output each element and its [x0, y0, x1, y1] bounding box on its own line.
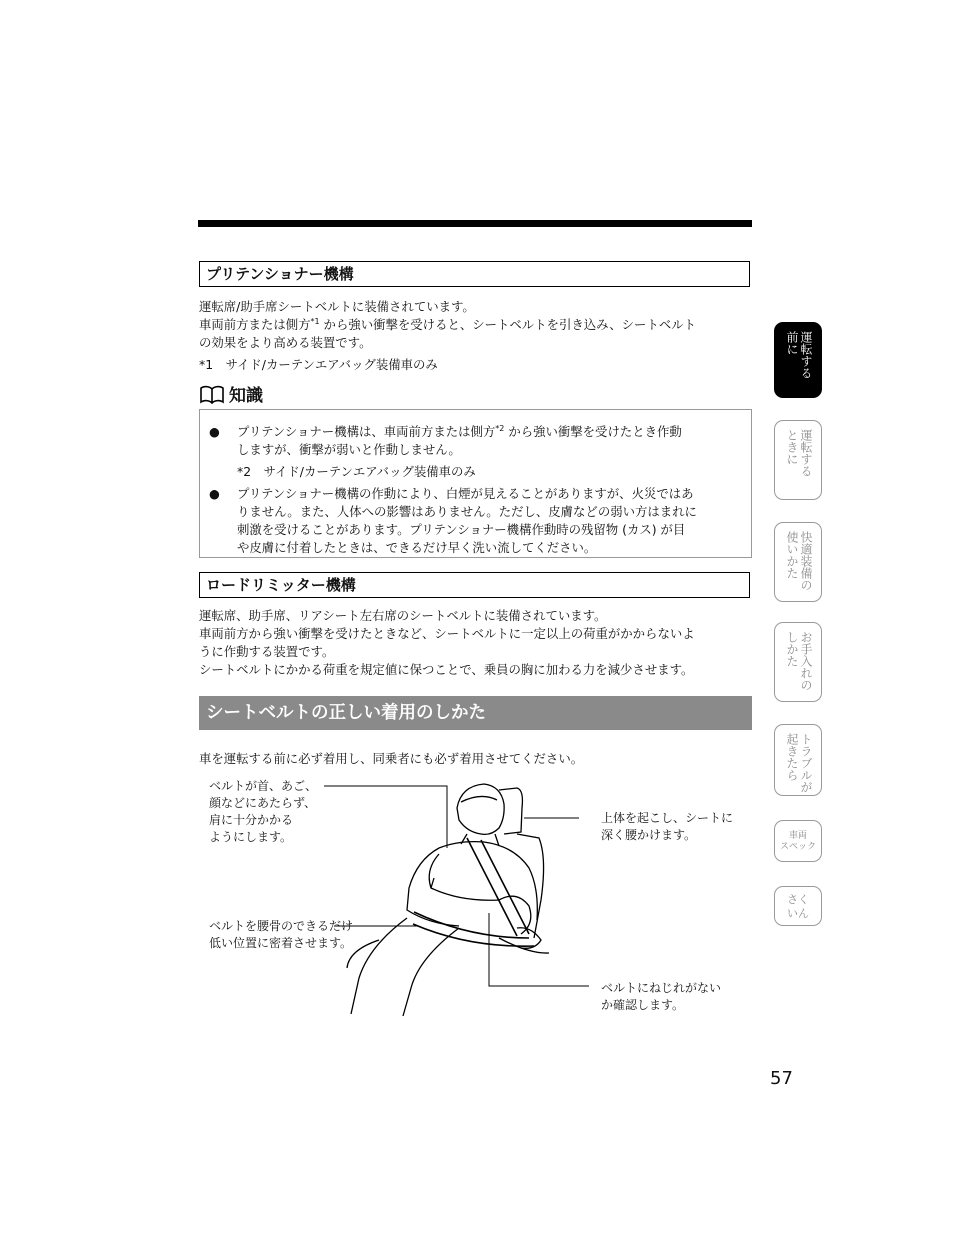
text-segment: プリテンショナー機構は、車両前方または側方	[237, 424, 496, 439]
text-segment: 車両前方または側方	[199, 317, 311, 332]
callout-shoulder-belt	[209, 778, 317, 846]
section-heading-pretensioner: プリテンショナー機構	[199, 261, 750, 287]
text-segment: から強い衝撃を受けたとき作動	[504, 424, 682, 439]
knowledge-item-text	[237, 423, 682, 481]
tab-label: 車両	[788, 831, 807, 841]
tab-label: ときに	[785, 429, 799, 465]
footnote-ref: *2	[495, 424, 505, 433]
footnote: *2 サイド/カーテンエアバッグ装備車のみ	[237, 464, 476, 479]
tab-label: 運転する	[799, 429, 813, 477]
callout-line: ようにします。	[209, 830, 293, 844]
tab-maintenance[interactable]	[774, 622, 822, 702]
tab-label: 運転する	[799, 331, 813, 379]
paragraph-line: りません。また、人体への影響はありません。ただし、皮膚などの弱い方はまれに	[237, 504, 697, 519]
paragraph-line	[199, 316, 751, 334]
tab-comfort-equipment[interactable]	[774, 522, 822, 602]
callout-line: ベルトが首、あご、	[209, 779, 318, 793]
callout-line: か確認します。	[601, 998, 685, 1012]
tab-label: お手入れの	[799, 631, 813, 691]
paragraph-line	[237, 423, 682, 441]
pretensioner-description	[199, 298, 751, 374]
tab-troubleshooting[interactable]	[774, 724, 822, 796]
paragraph-line: プリテンショナー機構の作動により、白煙が見えることがありますが、火災ではあ	[237, 486, 694, 501]
knowledge-title-text: 知識	[229, 386, 263, 406]
callout-line: 肩に十分かかる	[209, 813, 294, 827]
tab-label: いん	[787, 907, 809, 920]
seatbelt-intro	[199, 750, 751, 768]
paragraph-line: 車両前方から強い衝撃を受けたときなど、シートベルトに一定以上の荷重がかからないよ	[199, 626, 695, 641]
text-segment: から強い衝撃を受けると、シートベルトを引き込み、シートベルト	[319, 317, 697, 332]
tab-label: 快適装備の	[799, 531, 813, 591]
top-rule	[198, 220, 752, 227]
callout-lap-belt	[209, 918, 353, 952]
callout-line: 低い位置に密着させます。	[209, 936, 353, 950]
paragraph-line: 刺激を受けることがあります。プリテンショナー機構作動時の残留物 (カス) が目	[237, 522, 686, 537]
paragraph-line: の効果をより高める装置です。	[199, 335, 372, 350]
tab-vehicle-spec[interactable]	[774, 820, 822, 862]
tab-label: トラブルが	[799, 733, 813, 793]
paragraph-line: しますが、衝撃が弱いと作動しません。	[237, 442, 461, 457]
paragraph-line: 運転席、助手席、リアシート左右席のシートベルトに装備されています。	[199, 608, 607, 623]
knowledge-title	[199, 384, 263, 408]
callout-posture	[601, 810, 733, 844]
callout-line: 深く腰かけます。	[601, 828, 697, 842]
paragraph-line: 車を運転する前に必ず着用し、同乗者にも必ず着用させてください。	[199, 751, 584, 766]
tab-label: さく	[787, 893, 809, 906]
tab-while-driving[interactable]	[774, 420, 822, 500]
paragraph-line: や皮膚に付着したときは、できるだけ早く洗い流してください。	[237, 540, 597, 555]
callout-no-twist	[601, 980, 721, 1014]
paragraph-line: 運転席/助手席シートベルトに装備されています。	[199, 299, 475, 314]
page-number: 57	[770, 1068, 793, 1089]
load-limiter-description	[199, 607, 751, 679]
callout-line: 上体を起こし、シートに	[601, 811, 734, 825]
tab-label: 使いかた	[785, 531, 799, 579]
footnote: *1 サイド/カーテンエアバッグ装備車のみ	[199, 357, 438, 372]
callout-line: ベルトにねじれがない	[601, 981, 722, 995]
bullet: ●	[209, 486, 220, 501]
tab-label: しかた	[785, 631, 799, 667]
tab-label: スペック	[779, 842, 816, 852]
paragraph-line: うに作動する装置です。	[199, 644, 335, 659]
tab-before-driving[interactable]	[774, 322, 822, 398]
footnote-ref: *1	[310, 317, 320, 326]
knowledge-box	[199, 409, 752, 558]
callout-line: 顔などにあたらず、	[209, 796, 317, 810]
bullet: ●	[209, 424, 220, 439]
tab-label: 起きたら	[785, 733, 799, 781]
tab-label: 前に	[785, 331, 799, 355]
tab-index[interactable]	[774, 886, 822, 926]
knowledge-item-text	[237, 485, 697, 557]
section-banner-seatbelt: シートベルトの正しい着用のしかた	[199, 696, 752, 730]
paragraph-line: シートベルトにかかる荷重を規定値に保つことで、乗員の胸に加わる力を減少させます。	[199, 662, 694, 677]
callout-line: ベルトを腰骨のできるだけ	[209, 919, 354, 933]
section-heading-load-limiter: ロードリミッター機構	[199, 572, 750, 598]
book-icon	[199, 385, 225, 405]
